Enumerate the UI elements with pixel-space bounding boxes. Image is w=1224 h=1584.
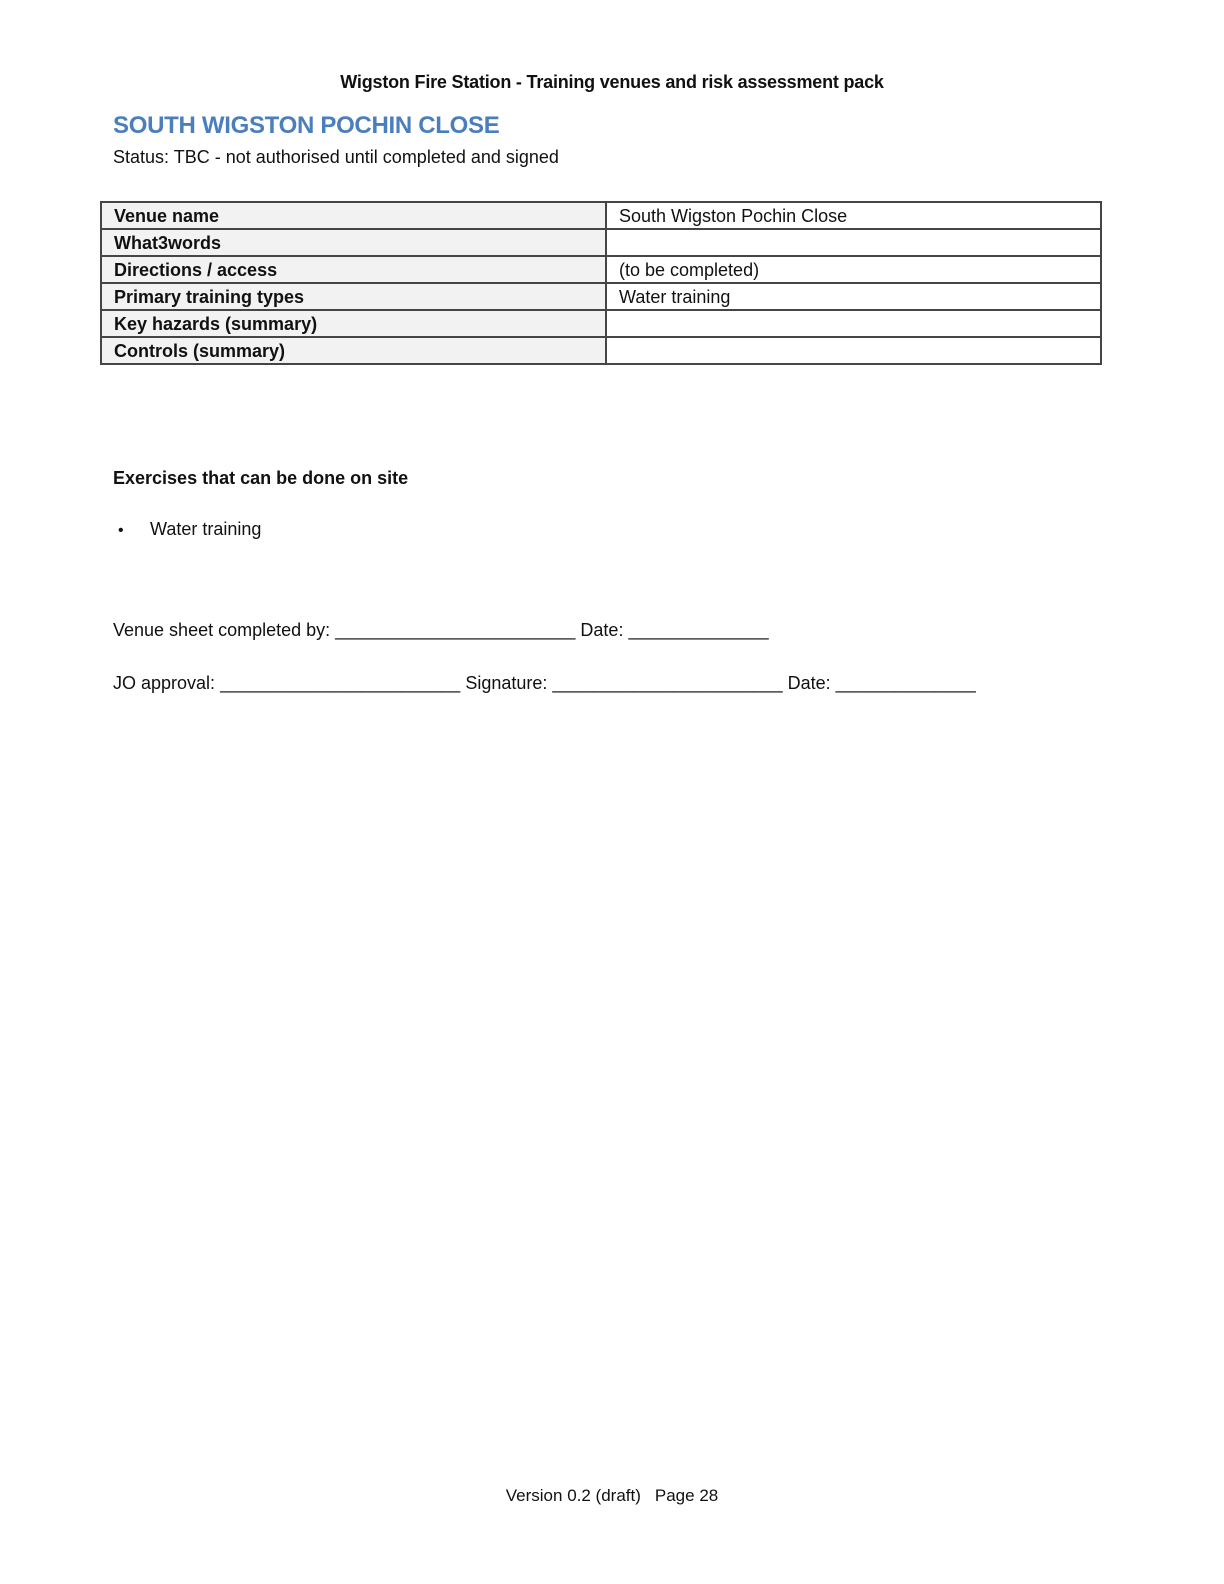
signature-blank: _______________________ xyxy=(552,673,783,693)
signature-label: Signature: xyxy=(465,673,548,693)
directions-access-value: (to be completed) xyxy=(606,256,1101,283)
what3words-value xyxy=(606,229,1101,256)
completed-by-line xyxy=(113,620,774,641)
jo-date-label: Date: xyxy=(787,673,831,693)
table-row xyxy=(101,256,1101,283)
controls-summary-label: Controls (summary) xyxy=(101,337,606,364)
jo-approval-line xyxy=(113,673,981,694)
completed-by-label: Venue sheet completed by: xyxy=(113,620,331,640)
exercises-heading: Exercises that can be done on site xyxy=(113,468,409,488)
jo-date-blank: ______________ xyxy=(835,673,976,693)
primary-training-types-label: Primary training types xyxy=(101,283,606,310)
document-header-title: Wigston Fire Station - Training venues and risk assessment pack xyxy=(340,72,884,92)
primary-training-types-value: Water training xyxy=(606,283,1101,310)
what3words-label: What3words xyxy=(101,229,606,256)
page-footer xyxy=(0,1486,1224,1506)
directions-access-label: Directions / access xyxy=(101,256,606,283)
bullet-icon: • xyxy=(118,522,124,539)
table-row xyxy=(101,229,1101,256)
version-text: Version 0.2 (draft) xyxy=(505,1486,641,1505)
venue-name-value: South Wigston Pochin Close xyxy=(606,202,1101,229)
venue-section-heading: SOUTH WIGSTON POCHIN CLOSE xyxy=(113,112,500,139)
status-line: Status: TBC - not authorised until completed and signed xyxy=(113,147,559,167)
table-row xyxy=(101,202,1101,229)
venue-details-table xyxy=(100,201,1102,365)
table-row xyxy=(101,337,1101,364)
completed-date-label: Date: xyxy=(580,620,624,640)
exercise-item-label: Water training xyxy=(150,519,262,539)
completed-date-blank: ______________ xyxy=(628,620,769,640)
venue-name-label: Venue name xyxy=(101,202,606,229)
controls-summary-value xyxy=(606,337,1101,364)
jo-approval-label: JO approval: xyxy=(113,673,216,693)
key-hazards-label: Key hazards (summary) xyxy=(101,310,606,337)
key-hazards-value xyxy=(606,310,1101,337)
list-item xyxy=(118,519,261,540)
table-row xyxy=(101,310,1101,337)
page-number: Page 28 xyxy=(654,1486,719,1505)
jo-approval-blank: ________________________ xyxy=(220,673,461,693)
completed-by-blank: ________________________ xyxy=(335,620,576,640)
table-row xyxy=(101,283,1101,310)
